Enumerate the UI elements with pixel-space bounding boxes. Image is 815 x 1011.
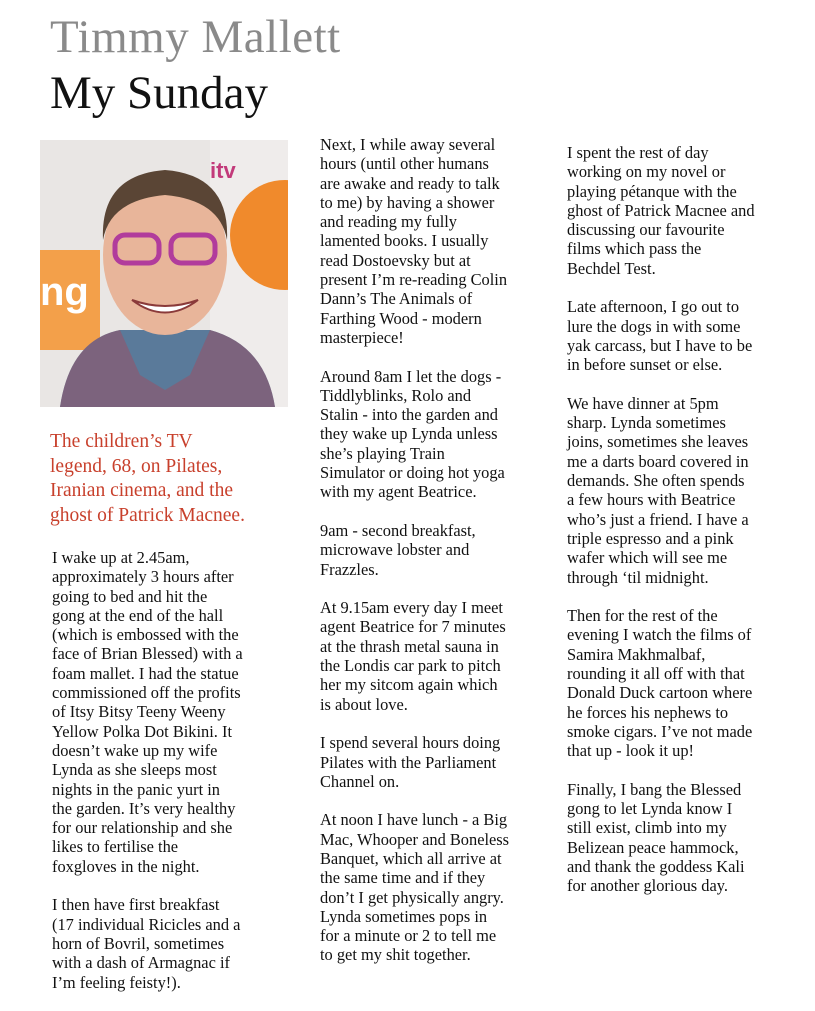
text-line: smoke cigars. I’ve not made <box>567 721 753 741</box>
text-line: and thank the goddess Kali <box>567 856 745 876</box>
text-line: Next, I while away several <box>320 135 496 154</box>
text-line: evening I watch the films of <box>567 625 752 645</box>
text-line: to get my shit together. <box>320 945 471 965</box>
text-line: is about love. <box>320 694 408 714</box>
text-line: joins, sometimes she leaves <box>567 432 749 452</box>
text-line: Samira Makhmalbaf, <box>567 644 706 664</box>
author-name: Timmy Mallett <box>50 11 341 63</box>
text-line: going to bed and hit the <box>52 586 208 606</box>
text-line: face of Brian Blessed) with a <box>52 644 243 664</box>
column-1 <box>52 548 243 1011</box>
text-line: who’s just a friend. I have a <box>567 509 749 529</box>
text-line: likes to fertilise the <box>52 837 179 857</box>
text-line: me a darts board covered in <box>567 451 749 471</box>
text-line: Donald Duck cartoon where <box>567 683 753 703</box>
article-title: My Sunday <box>50 67 269 119</box>
text-line: yak carcass, but I have to be <box>567 335 753 355</box>
text-line: with a dash of Armagnac if <box>52 953 230 973</box>
text-line: Around 8am I let the dogs - <box>320 366 502 386</box>
paragraph <box>320 521 509 579</box>
text-line: commissioned off the profits <box>52 683 241 703</box>
text-line: Simulator or doing hot yoga <box>320 463 505 483</box>
text-line: in before sunset or else. <box>567 355 723 375</box>
text-line: Finally, I bang the Blessed <box>567 779 742 799</box>
text-line: lure the dogs in with some <box>567 316 741 336</box>
text-line: don’t I get physically angry. <box>320 887 504 907</box>
text-line: Lynda sometimes pops in <box>320 906 488 926</box>
text-line: (17 individual Ricicles and a <box>52 914 241 934</box>
text-line: through ‘til midnight. <box>567 567 709 587</box>
text-line: Yellow Polka Dot Bikini. It <box>52 721 233 741</box>
text-line: discussing our favourite <box>567 220 725 240</box>
paragraph <box>567 143 755 278</box>
paragraph <box>320 367 509 502</box>
text-line: demands. She often spends <box>567 471 745 491</box>
text-line: for a minute or 2 to tell me <box>320 926 497 946</box>
column-3 <box>567 143 755 915</box>
text-line: 9am - second breakfast, <box>320 520 476 540</box>
text-line: ghost of Patrick Macnee and <box>567 200 755 220</box>
text-line: horn of Bovril, sometimes <box>52 933 225 953</box>
column-2 <box>320 135 509 984</box>
text-line: agent Beatrice for 7 minutes <box>320 617 506 637</box>
text-line: still exist, climb into my <box>567 818 727 838</box>
subheading-line: The children’s TV <box>50 431 193 452</box>
text-line: playing pétanque with the <box>567 181 737 201</box>
paragraph <box>52 548 243 876</box>
text-line: and reading my fully <box>320 212 458 232</box>
paragraph <box>320 733 509 791</box>
itv-logo: itv <box>210 158 236 183</box>
text-line: he forces his nephews to <box>567 702 729 722</box>
text-line: gong to let Lynda know I <box>567 799 733 819</box>
text-line: Mac, Whooper and Boneless <box>320 829 510 849</box>
paragraph <box>320 135 509 347</box>
text-line: microwave lobster and <box>320 540 470 560</box>
text-line: foam mallet. I had the statue <box>52 663 239 683</box>
text-line: At noon I have lunch - a Big <box>320 810 508 830</box>
text-line: I’m feeling feisty!). <box>52 972 181 992</box>
text-line: foxgloves in the night. <box>52 856 200 876</box>
text-line: with my agent Beatrice. <box>320 482 477 502</box>
text-line: films which pass the <box>567 239 702 259</box>
text-line: Then for the rest of the <box>567 606 718 626</box>
subheading-line: ghost of Patrick Macnee. <box>50 504 245 526</box>
text-line: Late afternoon, I go out to <box>567 297 740 317</box>
text-line: sharp. Lynda sometimes <box>567 413 726 433</box>
text-line: wafer which will see me <box>567 548 728 568</box>
text-line: the garden. It’s very healthy <box>52 798 236 818</box>
text-line: her my sitcom again which <box>320 675 498 695</box>
text-line: Banquet, which all arrive at <box>320 848 502 868</box>
text-line: at the thrash metal sauna in <box>320 636 499 656</box>
text-line: the same time and if they <box>320 868 486 888</box>
text-line: she’s playing Train <box>320 443 445 463</box>
text-line: Stalin - into the garden and <box>320 405 498 425</box>
paragraph <box>567 780 755 896</box>
text-line: Farthing Wood - modern <box>320 308 482 328</box>
text-line: present I’m re-reading Colin <box>320 270 508 290</box>
text-line: working on my novel or <box>567 162 726 182</box>
paragraph <box>320 598 509 714</box>
text-line: At 9.15am every day I meet <box>320 598 503 618</box>
text-line: Frazzles. <box>320 559 379 579</box>
text-line: triple espresso and a pink <box>567 528 734 548</box>
text-line: gong at the end of the hall <box>52 605 224 625</box>
text-line: Bechdel Test. <box>567 258 656 278</box>
text-line: I then have first breakfast <box>52 895 220 915</box>
portrait-photo <box>40 140 288 407</box>
text-line: are awake and ready to talk <box>320 173 500 193</box>
text-line: of Itsy Bitsy Teeny Weeny <box>52 702 226 722</box>
subheading-line: legend, 68, on Pilates, <box>50 455 223 477</box>
text-line: nights in the panic yurt in <box>52 779 220 799</box>
text-line: doesn’t wake up my wife <box>52 740 218 760</box>
paragraph <box>320 810 509 964</box>
text-line: (which is embossed with the <box>52 625 239 645</box>
text-line: Tiddlyblinks, Rolo and <box>320 385 472 405</box>
text-line: to me) by having a shower <box>320 192 495 212</box>
svg-text:ng: ng <box>40 270 89 314</box>
text-line: rounding it all off with that <box>567 664 745 684</box>
text-line: for another glorious day. <box>567 876 728 896</box>
text-line: hours (until other humans <box>320 154 489 174</box>
text-line: read Dostoevsky but at <box>320 250 471 270</box>
paragraph <box>52 895 243 991</box>
paragraph <box>567 606 755 760</box>
text-line: I wake up at 2.45am, <box>52 548 190 567</box>
subheading <box>50 430 300 528</box>
text-line: Lynda as she sleeps most <box>52 760 217 780</box>
text-line: lamented books. I usually <box>320 231 489 251</box>
text-line: I spend several hours doing <box>320 733 501 753</box>
text-line: Channel on. <box>320 771 400 791</box>
paragraph <box>567 297 755 374</box>
text-line: a few hours with Beatrice <box>567 490 736 510</box>
text-line: We have dinner at 5pm <box>567 393 719 413</box>
text-line: Belizean peace hammock, <box>567 837 739 857</box>
text-line: approximately 3 hours after <box>52 567 234 587</box>
text-line: that up - look it up! <box>567 741 695 761</box>
text-line: masterpiece! <box>320 327 404 347</box>
text-line: the Londis car park to pitch <box>320 656 501 676</box>
paragraph <box>567 394 755 587</box>
text-line: Pilates with the Parliament <box>320 752 497 772</box>
text-line: Dann’s The Animals of <box>320 289 473 309</box>
text-line: for our relationship and she <box>52 818 233 838</box>
text-line: they wake up Lynda unless <box>320 424 498 444</box>
subheading-line: Iranian cinema, and the <box>50 480 233 501</box>
text-line: I spent the rest of day <box>567 143 709 162</box>
